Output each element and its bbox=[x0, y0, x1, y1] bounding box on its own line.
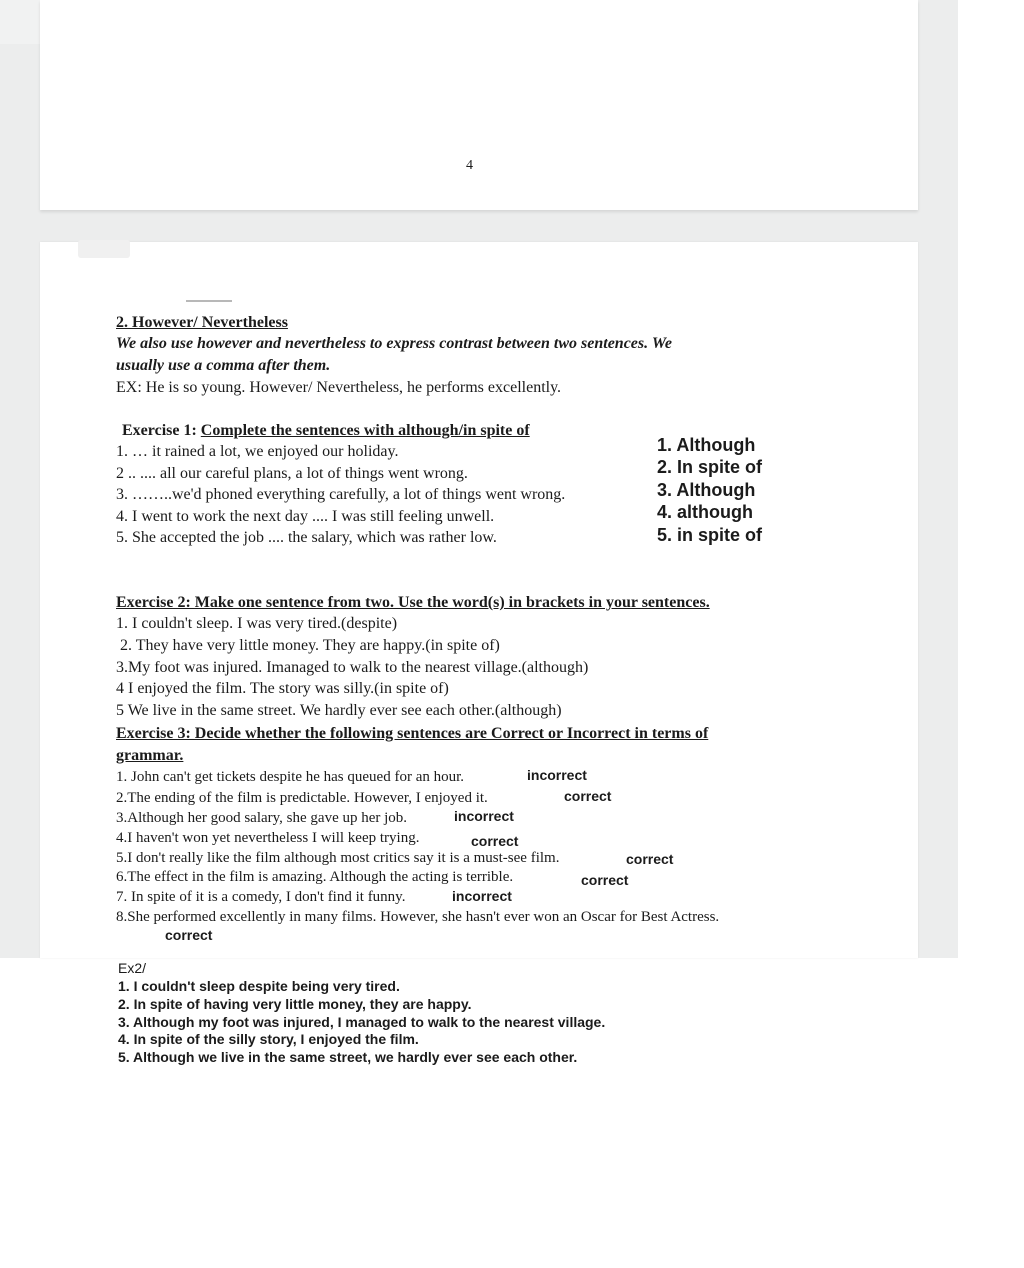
ex2-answer: 4. In spite of the silly story, I enjoyed the film. bbox=[118, 1031, 419, 1047]
exercise3-answer: correct bbox=[165, 927, 213, 943]
exercise3-item: 3.Although her good salary, she gave up her job. bbox=[116, 810, 408, 826]
exercise1-answer: 4. although bbox=[657, 502, 753, 522]
exercise1-item: 1. … it rained a lot, we enjoyed our holiday. bbox=[116, 443, 399, 460]
exercise3-answer: correct bbox=[581, 872, 629, 888]
ex2-answer: 1. I couldn't sleep despite being very tired. bbox=[118, 978, 400, 994]
exercise1-label: Exercise 1: bbox=[122, 422, 201, 439]
exercise1-title bbox=[122, 421, 530, 441]
intro-line-2: usually use a comma after them. bbox=[116, 357, 331, 374]
exercise2-item: 5 We live in the same street. We hardly ever see each other.(although) bbox=[116, 702, 562, 719]
exercise3-answer: incorrect bbox=[527, 767, 587, 783]
exercise3-answer: incorrect bbox=[454, 808, 514, 824]
exercise1-answer: 1. Although bbox=[657, 435, 756, 455]
intro-line-1: We also use however and nevertheless to express contrast between two sentences. We bbox=[116, 335, 672, 352]
exercise1-item: 2 .. .... all our careful plans, a lot of things went wrong. bbox=[116, 465, 468, 482]
page-corner-mark bbox=[78, 240, 130, 258]
pen-scribble bbox=[186, 300, 232, 308]
exercise3-item: 8.She performed excellently in many films. However, she hasn't ever won an Oscar for Best Actress. bbox=[116, 909, 720, 925]
exercise3-answer: incorrect bbox=[452, 888, 512, 904]
exercise2-item: 2. They have very little money. They are happy.(in spite of) bbox=[120, 637, 500, 654]
exercise3-item: 1. John can't get tickets despite he has queued for an hour. bbox=[116, 769, 465, 785]
exercise1-answer: 3. Although bbox=[657, 480, 756, 500]
exercise3-item: 7. In spite of it is a comedy, I don't find it funny. bbox=[116, 889, 406, 905]
section-heading: 2. However/ Nevertheless bbox=[116, 314, 288, 331]
exercise1-instruction: Complete the sentences with although/in spite of bbox=[200, 422, 530, 439]
exercise1-item: 5. She accepted the job .... the salary, which was rather low. bbox=[116, 529, 497, 546]
exercise3-item: 2.The ending of the film is predictable. However, I enjoyed it. bbox=[116, 790, 488, 806]
exercise1-item: 3. ……..we'd phoned everything carefully, a lot of things went wrong. bbox=[116, 486, 566, 503]
example-sentence: EX: He is so young. However/ Nevertheless, he performs excellently. bbox=[116, 379, 562, 396]
exercise3-answer: correct bbox=[626, 851, 674, 867]
ex2-answers-label: Ex2/ bbox=[118, 960, 147, 976]
previous-page bbox=[40, 0, 918, 210]
exercise3-title: Exercise 3: Decide whether the following sentences are Correct or Incorrect in terms of bbox=[116, 725, 709, 742]
exercise3-item: 4.I haven't won yet nevertheless I will keep trying. bbox=[116, 830, 420, 846]
exercise3-item: 5.I don't really like the film although most critics say it is a must-see film. bbox=[116, 850, 560, 866]
exercise1-answer: 5. in spite of bbox=[657, 525, 763, 545]
exercise3-answer: correct bbox=[564, 788, 612, 804]
ex2-answer: 3. Although my foot was injured, I managed to walk to the nearest village. bbox=[118, 1014, 606, 1030]
exercise3-answer: correct bbox=[471, 833, 519, 849]
exercise2-item: 1. I couldn't sleep. I was very tired.(despite) bbox=[116, 615, 398, 632]
page-number: 4 bbox=[466, 158, 473, 173]
exercise2-item: 3.My foot was injured. Imanaged to walk to the nearest village.(although) bbox=[116, 659, 589, 676]
ex2-answer: 2. In spite of having very little money, they are happy. bbox=[118, 996, 472, 1012]
exercise1-item: 4. I went to work the next day .... I was still feeling unwell. bbox=[116, 508, 495, 525]
exercise1-answer: 2. In spite of bbox=[657, 457, 763, 477]
exercise2-item: 4 I enjoyed the film. The story was silly.(in spite of) bbox=[116, 680, 449, 697]
ex2-answer: 5. Although we live in the same street, we hardly ever see each other. bbox=[118, 1049, 578, 1065]
exercise3-item: 6.The effect in the film is amazing. Although the acting is terrible. bbox=[116, 869, 514, 885]
exercise3-title-cont: grammar. bbox=[116, 747, 184, 764]
exercise2-title: Exercise 2: Make one sentence from two. Use the word(s) in brackets in your sentences. bbox=[116, 594, 710, 611]
